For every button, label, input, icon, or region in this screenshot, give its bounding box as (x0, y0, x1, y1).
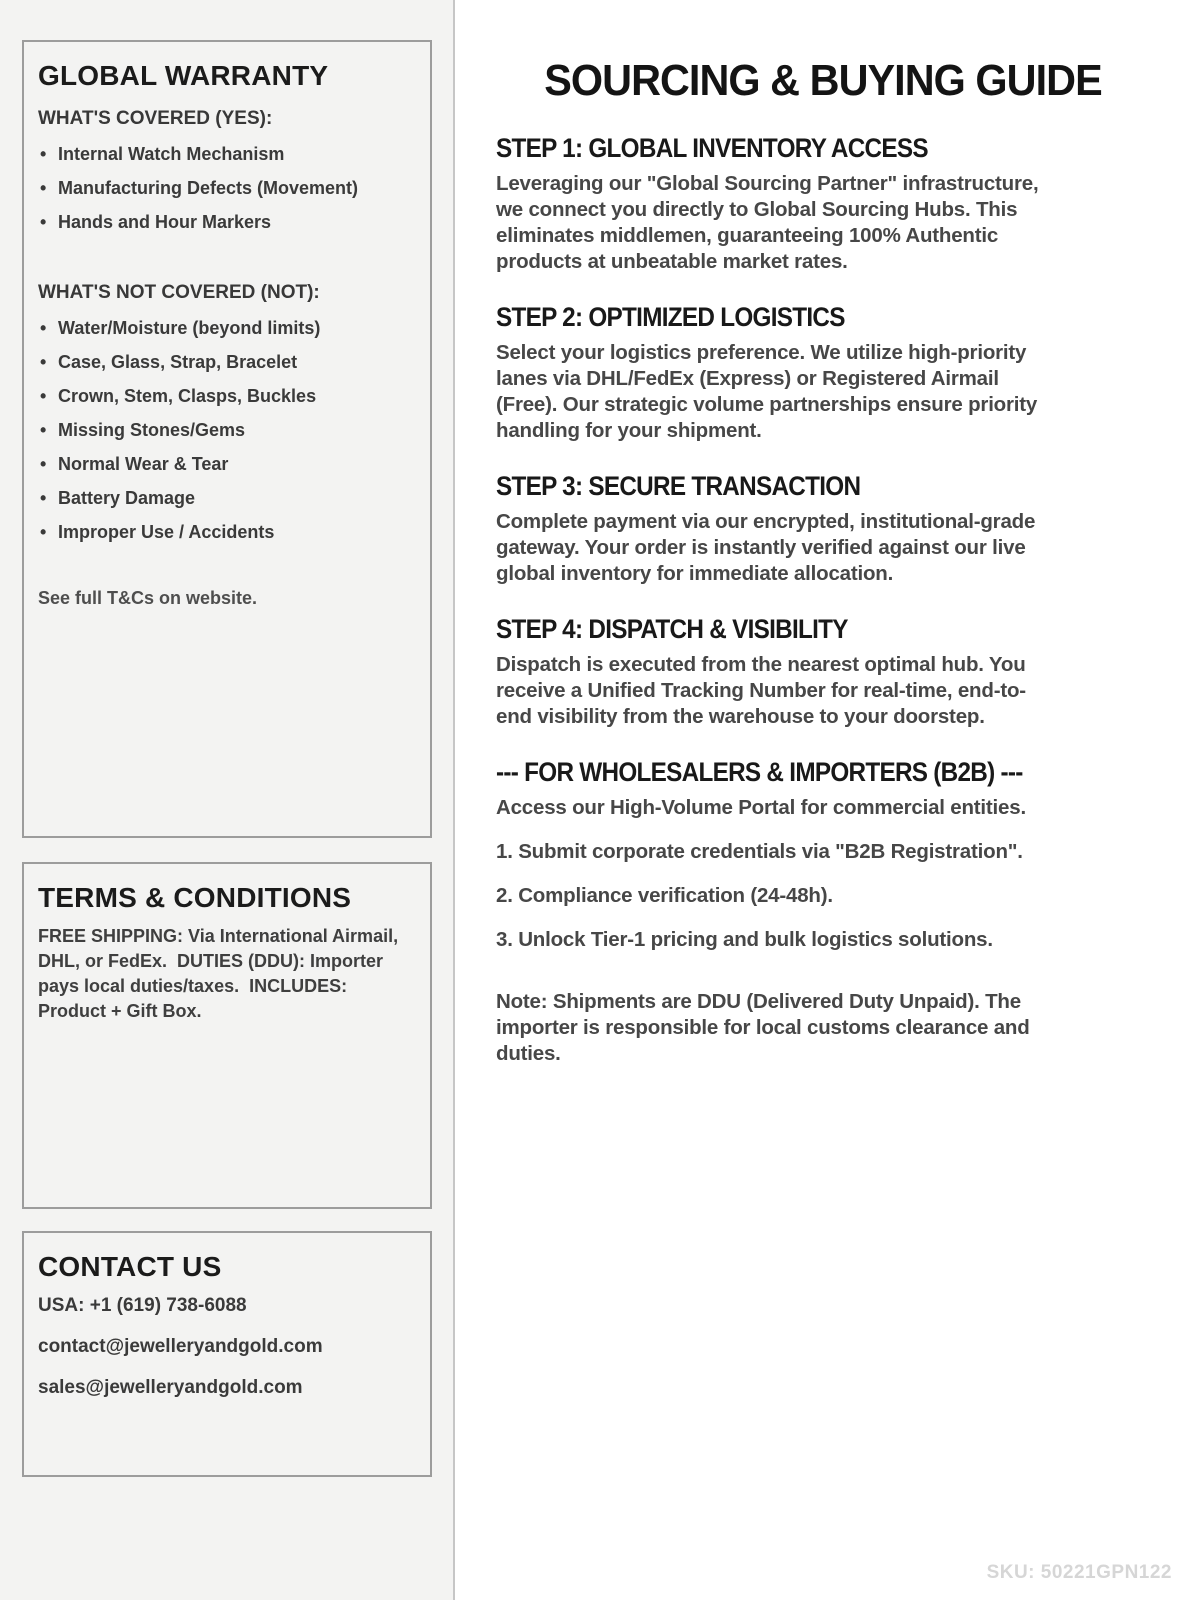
warranty-title: GLOBAL WARRANTY (38, 60, 329, 91)
terms-body: FREE SHIPPING: Via International Airmail, DHL, or FedEx. DUTIES (DDU): Importer pays local duties/taxes. INCLUDES: Product + Gift Box. (38, 926, 399, 1021)
terms-title: TERMS & CONDITIONS (38, 882, 352, 913)
global-warranty-box (22, 40, 432, 838)
sales-email: sales@jewelleryandgold.com (38, 1377, 303, 1398)
b2b-intro: Access our High-Volume Portal for commercial entities. (496, 796, 1026, 819)
terms-box (22, 862, 432, 1209)
contact-title: CONTACT US (38, 1251, 222, 1282)
list-item: • Missing Stones/Gems (38, 420, 414, 440)
b2b-item-3: 3. Unlock Tier-1 pricing and bulk logistics solutions. (496, 928, 993, 951)
step-2-section (496, 302, 1150, 444)
step-3-heading: STEP 3: SECURE TRANSACTION (496, 471, 861, 501)
step-3-section (496, 471, 1150, 587)
b2b-heading: --- FOR WHOLESALERS & IMPORTERS (B2B) --- (496, 757, 1023, 787)
step-3-body: Complete payment via our encrypted, institutional-grade gateway. Your order is instantly verified against our live global inventory for immediate allocation. (496, 510, 1036, 585)
not-covered-list (38, 318, 414, 542)
step-1-heading: STEP 1: GLOBAL INVENTORY ACCESS (496, 133, 928, 163)
list-item: • Normal Wear & Tear (38, 454, 414, 474)
list-item: • Battery Damage (38, 488, 414, 508)
not-covered-heading: WHAT'S NOT COVERED (NOT): (38, 282, 320, 303)
b2b-section (496, 757, 1150, 1067)
list-item: • Hands and Hour Markers (38, 212, 414, 232)
step-1-body: Leveraging our "Global Sourcing Partner" infrastructure, we connect you directly to Global Sourcing Hubs. This eliminates middlemen, guaranteeing 100% Authentic products at unbeatable market rates. (496, 172, 1039, 273)
warranty-footnote: See full T&Cs on website. (38, 588, 258, 608)
contact-box (22, 1231, 432, 1477)
info-sidebar (0, 0, 455, 1600)
contact-email: contact@jewelleryandgold.com (38, 1336, 323, 1357)
list-item: • Crown, Stem, Clasps, Buckles (38, 386, 414, 406)
list-item: • Case, Glass, Strap, Bracelet (38, 352, 414, 372)
step-4-section (496, 614, 1150, 730)
contact-phone: USA: +1 (619) 738-6088 (38, 1295, 247, 1316)
covered-list (38, 144, 414, 232)
step-1-section (496, 133, 1150, 275)
b2b-item-2: 2. Compliance verification (24-48h). (496, 884, 833, 907)
step-2-body: Select your logistics preference. We utilize high-priority lanes via DHL/FedEx (Express) or Registered Airmail (Free). Our strategic volume partnerships ensure priority handling for your shipment. (496, 341, 1038, 442)
list-item: • Manufacturing Defects (Movement) (38, 178, 414, 198)
step-4-heading: STEP 4: DISPATCH & VISIBILITY (496, 614, 848, 644)
page-title: SOURCING & BUYING GUIDE (544, 56, 1102, 105)
sku-label: SKU: 50221GPN122 (986, 1562, 1172, 1583)
covered-heading: WHAT'S COVERED (YES): (38, 108, 273, 129)
step-2-heading: STEP 2: OPTIMIZED LOGISTICS (496, 302, 845, 332)
sourcing-guide-column (455, 0, 1200, 1600)
list-item: • Improper Use / Accidents (38, 522, 414, 542)
ddu-note: Note: Shipments are DDU (Delivered Duty Unpaid). The importer is responsible for local customs clearance and duties. (496, 990, 1030, 1065)
step-4-body: Dispatch is executed from the nearest optimal hub. You receive a Unified Tracking Number for real-time, end-to-end visibility from the warehouse to your doorstep. (496, 653, 1026, 728)
list-item: • Internal Watch Mechanism (38, 144, 414, 164)
b2b-item-1: 1. Submit corporate credentials via "B2B Registration". (496, 840, 1023, 863)
list-item: • Water/Moisture (beyond limits) (38, 318, 414, 338)
